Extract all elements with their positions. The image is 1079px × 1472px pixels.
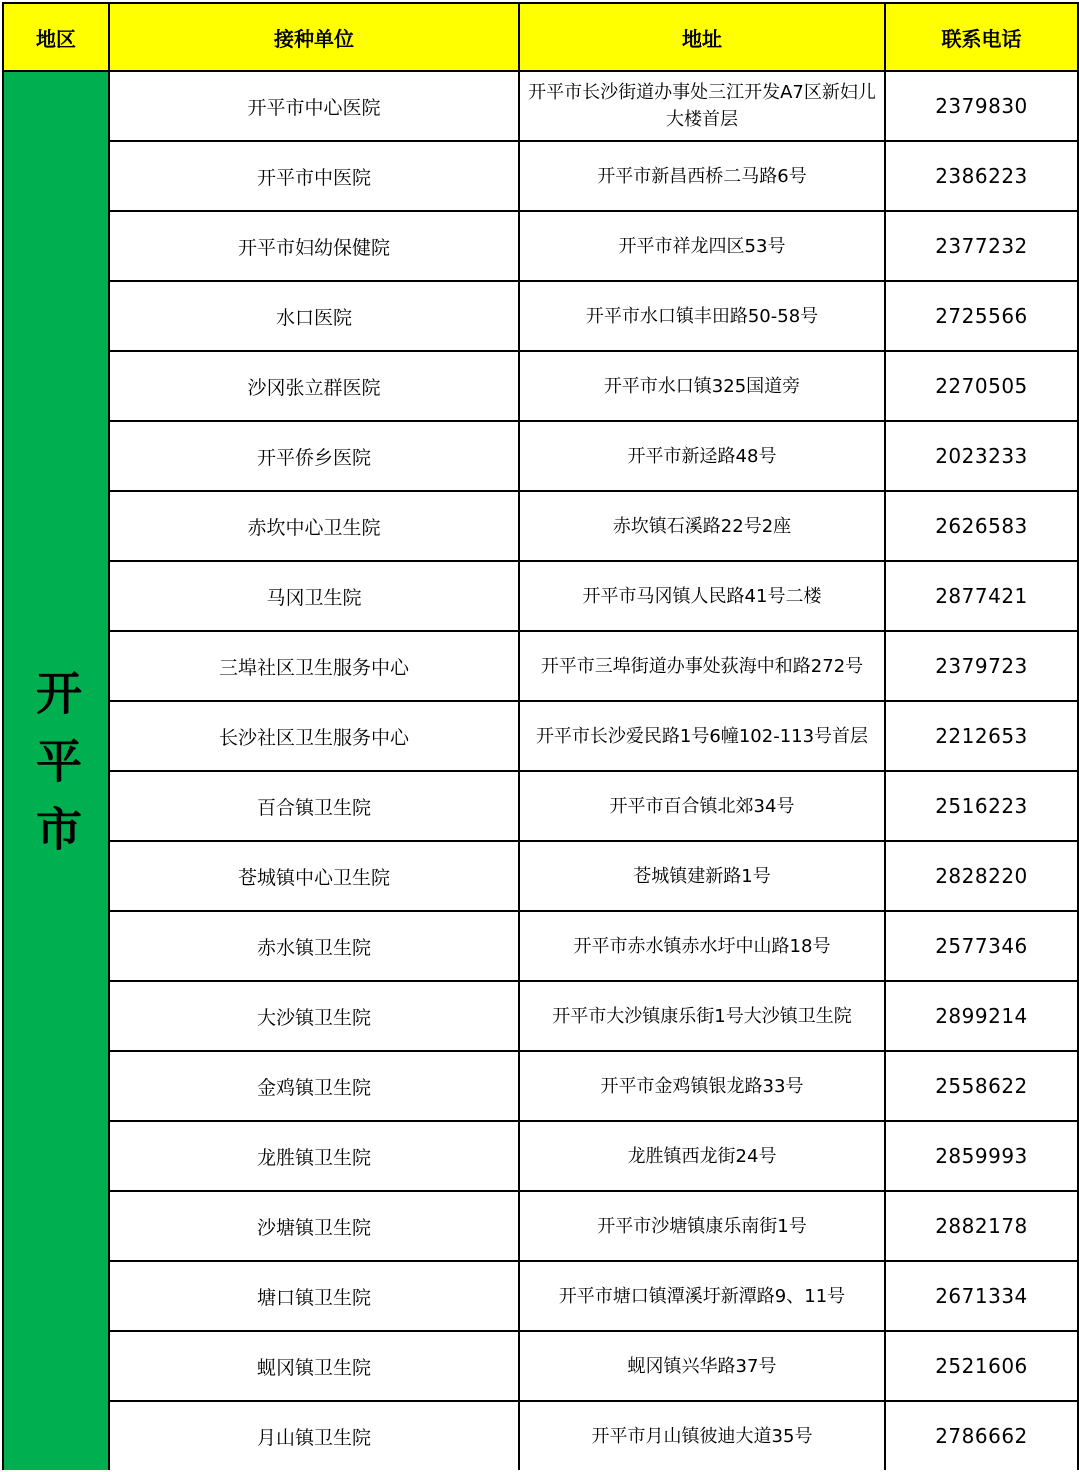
table-row xyxy=(110,982,1077,1052)
address-cell: 开平市马冈镇人民路41号二楼 xyxy=(520,562,886,630)
phone-cell: 2379830 xyxy=(935,94,1028,118)
phone-cell: 2386223 xyxy=(935,164,1028,188)
unit-cell: 月山镇卫生院 xyxy=(110,1402,520,1470)
header-address: 地址 xyxy=(520,4,886,70)
address-cell: 开平市塘口镇潭溪圩新潭路9、11号 xyxy=(520,1262,886,1330)
unit-cell: 开平市中心医院 xyxy=(110,72,520,140)
unit-cell: 大沙镇卫生院 xyxy=(110,982,520,1050)
unit-cell: 赤水镇卫生院 xyxy=(110,912,520,980)
phone-cell: 2725566 xyxy=(935,304,1028,328)
table-row xyxy=(110,562,1077,632)
table-header-row xyxy=(4,4,1077,72)
unit-cell: 金鸡镇卫生院 xyxy=(110,1052,520,1120)
table-row xyxy=(110,1402,1077,1470)
table-row xyxy=(110,1052,1077,1122)
address-cell: 龙胜镇西龙街24号 xyxy=(520,1122,886,1190)
phone-cell: 2379723 xyxy=(935,654,1028,678)
address-cell: 开平市百合镇北郊34号 xyxy=(520,772,886,840)
address-cell: 开平市三埠街道办事处荻海中和路272号 xyxy=(520,632,886,700)
phone-cell: 2671334 xyxy=(935,1284,1028,1308)
phone-cell: 2899214 xyxy=(935,1004,1028,1028)
unit-cell: 沙塘镇卫生院 xyxy=(110,1192,520,1260)
address-cell: 开平市新迳路48号 xyxy=(520,422,886,490)
unit-cell: 开平市中医院 xyxy=(110,142,520,210)
table-row xyxy=(110,1262,1077,1332)
phone-cell: 2377232 xyxy=(935,234,1028,258)
header-region: 地区 xyxy=(4,4,110,70)
address-cell: 开平市水口镇丰田路50-58号 xyxy=(520,282,886,350)
phone-cell: 2882178 xyxy=(935,1214,1028,1238)
phone-cell: 2516223 xyxy=(935,794,1028,818)
phone-cell: 2521606 xyxy=(935,1354,1028,1378)
unit-cell: 赤坎中心卫生院 xyxy=(110,492,520,560)
table-row xyxy=(110,702,1077,772)
unit-cell: 沙冈张立群医院 xyxy=(110,352,520,420)
header-unit: 接种单位 xyxy=(110,4,520,70)
phone-cell: 2877421 xyxy=(935,584,1028,608)
phone-cell: 2270505 xyxy=(935,374,1028,398)
region-label: 开平市 xyxy=(29,669,83,873)
table-row xyxy=(110,352,1077,422)
phone-cell: 2212653 xyxy=(935,724,1028,748)
phone-cell: 2558622 xyxy=(935,1074,1028,1098)
phone-cell: 2577346 xyxy=(935,934,1028,958)
unit-cell: 开平侨乡医院 xyxy=(110,422,520,490)
phone-cell: 2786662 xyxy=(935,1424,1028,1448)
phone-cell: 2859993 xyxy=(935,1144,1028,1168)
table-row xyxy=(110,1192,1077,1262)
table-row xyxy=(110,632,1077,702)
unit-cell: 长沙社区卫生服务中心 xyxy=(110,702,520,770)
table-row xyxy=(110,1332,1077,1402)
address-cell: 蚬冈镇兴华路37号 xyxy=(520,1332,886,1400)
address-cell: 开平市长沙爱民路1号6幢102-113号首层 xyxy=(520,702,886,770)
address-cell: 苍城镇建新路1号 xyxy=(520,842,886,910)
table-row xyxy=(110,212,1077,282)
table-row xyxy=(110,772,1077,842)
header-phone: 联系电话 xyxy=(941,26,1022,51)
address-cell: 开平市祥龙四区53号 xyxy=(520,212,886,280)
address-cell: 开平市沙塘镇康乐南街1号 xyxy=(520,1192,886,1260)
address-cell: 开平市金鸡镇银龙路33号 xyxy=(520,1052,886,1120)
region-cell xyxy=(4,72,110,1470)
vaccination-sites-table xyxy=(2,2,1079,1470)
table-rows xyxy=(110,72,1077,1470)
unit-cell: 马冈卫生院 xyxy=(110,562,520,630)
unit-cell: 塘口镇卫生院 xyxy=(110,1262,520,1330)
unit-cell: 开平市妇幼保健院 xyxy=(110,212,520,280)
table-row xyxy=(110,142,1077,212)
table-row xyxy=(110,912,1077,982)
table-row xyxy=(110,422,1077,492)
unit-cell: 蚬冈镇卫生院 xyxy=(110,1332,520,1400)
table-row xyxy=(110,282,1077,352)
address-cell: 开平市大沙镇康乐街1号大沙镇卫生院 xyxy=(520,982,886,1050)
unit-cell: 龙胜镇卫生院 xyxy=(110,1122,520,1190)
unit-cell: 百合镇卫生院 xyxy=(110,772,520,840)
address-cell: 开平市水口镇325国道旁 xyxy=(520,352,886,420)
unit-cell: 苍城镇中心卫生院 xyxy=(110,842,520,910)
table-row xyxy=(110,1122,1077,1192)
table-row xyxy=(110,842,1077,912)
table-body xyxy=(4,72,1077,1470)
address-cell: 开平市长沙街道办事处三江开发A7区新妇儿大楼首层 xyxy=(520,72,886,140)
phone-cell: 2626583 xyxy=(935,514,1028,538)
unit-cell: 水口医院 xyxy=(110,282,520,350)
phone-cell: 2828220 xyxy=(935,864,1028,888)
phone-cell: 2023233 xyxy=(935,444,1028,468)
unit-cell: 三埠社区卫生服务中心 xyxy=(110,632,520,700)
address-cell: 开平市赤水镇赤水圩中山路18号 xyxy=(520,912,886,980)
address-cell: 赤坎镇石溪路22号2座 xyxy=(520,492,886,560)
table-row xyxy=(110,72,1077,142)
address-cell: 开平市月山镇彼迪大道35号 xyxy=(520,1402,886,1470)
table-row xyxy=(110,492,1077,562)
address-cell: 开平市新昌西桥二马路6号 xyxy=(520,142,886,210)
